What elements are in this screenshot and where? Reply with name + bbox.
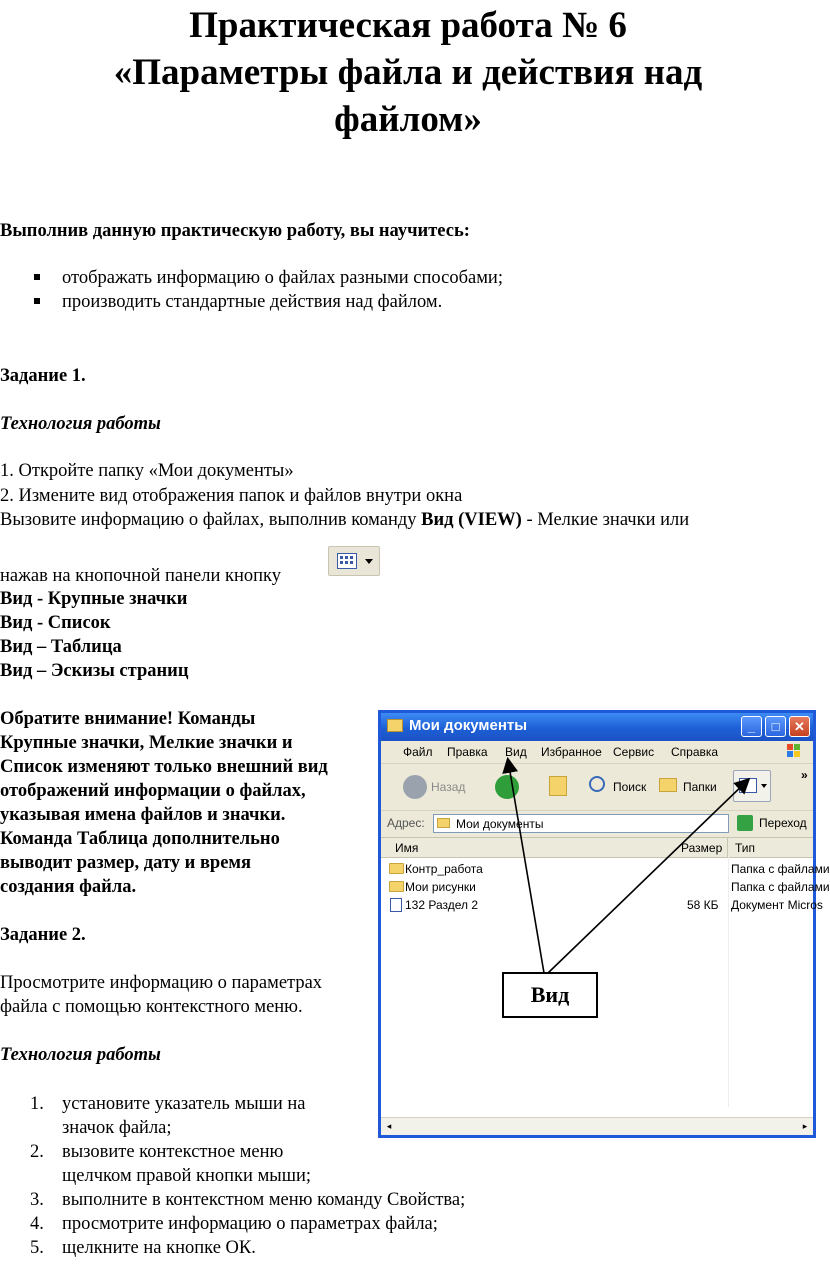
address-value: Мои документы [456, 817, 544, 831]
step-text: щелкните на кнопке ОК. [62, 1238, 256, 1258]
menu-view[interactable]: Вид [505, 745, 527, 759]
menu-tools[interactable]: Сервис [613, 745, 655, 759]
minimize-button[interactable]: _ [741, 716, 762, 737]
goal-item: отображать информацию о файлах разными способами; [34, 266, 503, 290]
step-number: 5. [30, 1238, 44, 1258]
go-button[interactable]: Переход [759, 816, 807, 830]
back-button[interactable]: Назад [431, 780, 466, 794]
note-line: Крупные значки, Мелкие значки и [0, 733, 293, 753]
task1-step-1: 1. Откройте папку «Мои документы» [0, 461, 294, 481]
window-title: Мои документы [409, 717, 528, 734]
goal-item: производить стандартные действия над файлом. [34, 290, 442, 314]
file-row[interactable]: Мои рисунки Папка с файлами [381, 878, 813, 896]
callout-label: Вид [502, 972, 598, 1018]
task1-step-2: 2. Измените вид отображения папок и файлов внутри окна [0, 486, 463, 506]
step-text: выполните в контекстном меню команду Свойства; [62, 1190, 466, 1210]
task2-tech: Технология работы [0, 1045, 161, 1065]
task1-tech: Технология работы [0, 414, 161, 434]
arrow-to-views-button [548, 780, 748, 973]
address-label: Адрес: [387, 816, 425, 830]
menu-help[interactable]: Справка [671, 745, 719, 759]
task2-desc: файла с помощью контекстного меню. [0, 997, 303, 1017]
task2-heading: Задание 2. [0, 925, 86, 945]
view-cmd: Вид – Эскизы страниц [0, 661, 189, 681]
note-line: создания файла. [0, 877, 137, 897]
file-row[interactable]: 132 Раздел 2 58 КБ Документ Micros [381, 896, 813, 914]
note-line: отображений информации о файлах, [0, 781, 306, 801]
search-button[interactable]: Поиск [613, 780, 647, 794]
step-text: просмотрите информацию о параметрах файла; [62, 1214, 438, 1234]
maximize-button[interactable]: □ [765, 716, 786, 737]
step-text: щелчком правой кнопки мыши; [62, 1166, 311, 1186]
note-line: указывая имена файлов и значки. [0, 805, 286, 825]
intro: Выполнив данную практическую работу, вы научитесь: [0, 221, 470, 241]
title-line-2: «Параметры файла и действия над [113, 52, 703, 93]
step-number: 3. [30, 1190, 44, 1210]
scroll-right-icon[interactable]: ▸ [802, 1121, 808, 1131]
step-text: установите указатель мыши на [62, 1094, 306, 1114]
scroll-left-icon[interactable]: ◂ [386, 1121, 392, 1131]
title-line-1: Практическая работа № 6 [189, 5, 627, 46]
menu-favorites[interactable]: Избранное [541, 745, 602, 759]
step-number: 1. [30, 1094, 44, 1114]
note-line: Список изменяют только внешний вид [0, 757, 328, 777]
file-row[interactable]: Контр_работа Папка с файлами [381, 860, 813, 878]
note-line: выводит размер, дату и время [0, 853, 252, 873]
menu-file[interactable]: Файл [403, 745, 433, 759]
menu-edit[interactable]: Правка [447, 745, 488, 759]
task2-desc: Просмотрите информацию о параметрах [0, 973, 323, 993]
view-cmd: Вид – Таблица [0, 637, 122, 657]
step-text: значок файла; [62, 1118, 172, 1138]
view-cmd: Вид - Крупные значки [0, 589, 188, 609]
task1-button-line: нажав на кнопочной панели кнопку [0, 566, 281, 586]
step-number: 4. [30, 1214, 44, 1234]
task1-heading: Задание 1. [0, 366, 86, 386]
col-name[interactable]: Имя [395, 841, 419, 855]
folders-button[interactable]: Папки [683, 780, 717, 794]
title-line-3: файлом» [334, 99, 482, 140]
step-text: вызовите контекстное меню [62, 1142, 284, 1162]
col-size[interactable]: Размер [681, 841, 723, 855]
note-line: Команда Таблица дополнительно [0, 829, 280, 849]
close-button[interactable]: ✕ [789, 716, 810, 737]
toolbar-more[interactable]: » [801, 768, 808, 782]
view-cmd: Вид - Список [0, 613, 111, 633]
note-line: Обратите внимание! Команды [0, 709, 256, 729]
task1-call: Вызовите информацию о файлах, выполнив команду Вид (VIEW) - Мелкие значки или [0, 510, 690, 530]
col-type[interactable]: Тип [735, 841, 756, 855]
arrow-to-view-menu [508, 760, 544, 973]
step-number: 2. [30, 1142, 44, 1162]
